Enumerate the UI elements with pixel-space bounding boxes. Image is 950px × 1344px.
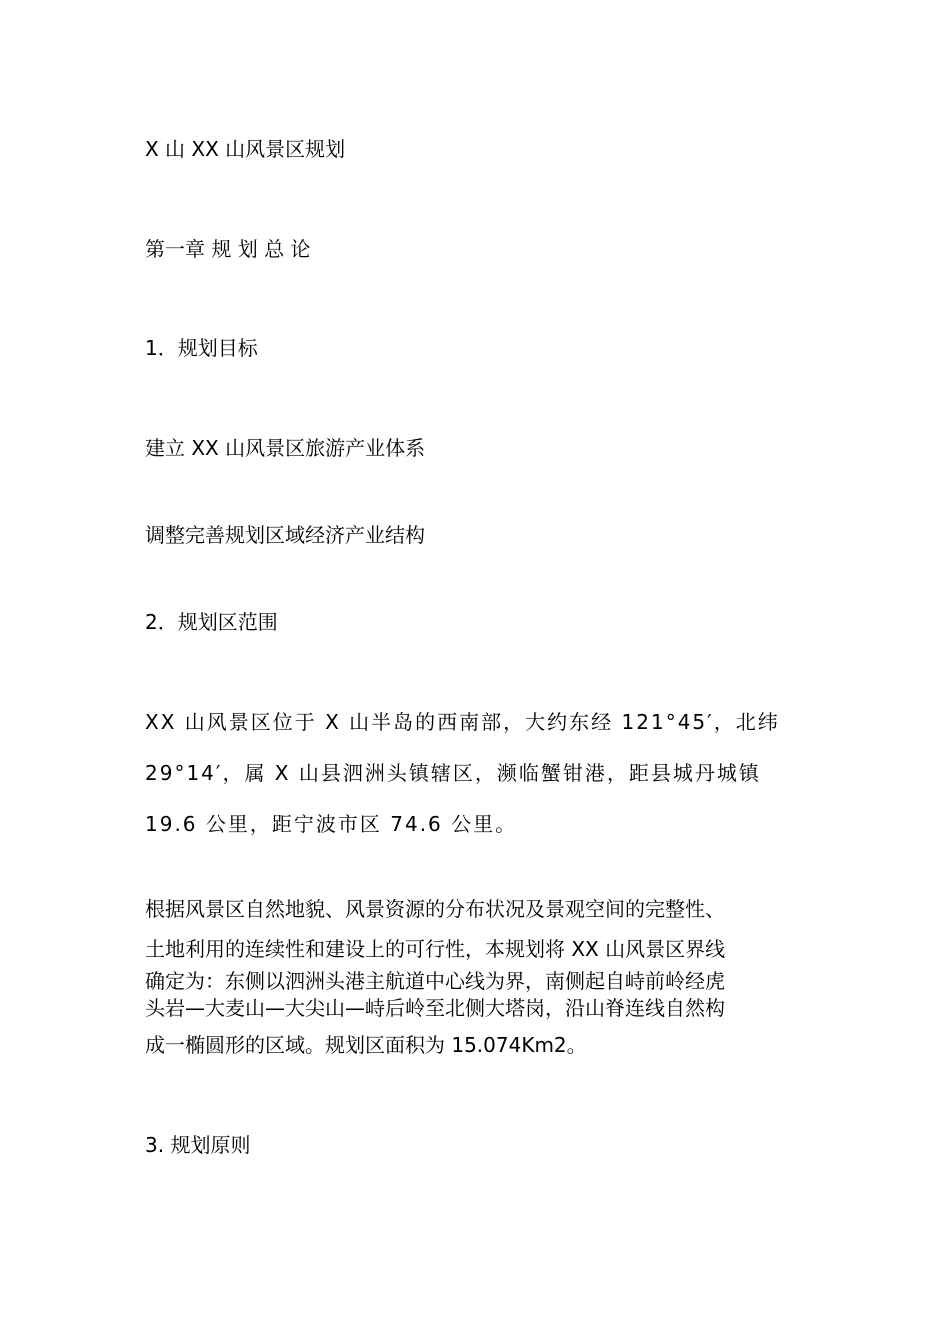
chapter-heading: 第一章 规 划 总 论 xyxy=(145,237,311,261)
paragraph-line: 确定为：东侧以泗洲头港主航道中心线为界，南侧起自峙前岭经虎 xyxy=(145,969,725,993)
section-1-heading: 1．规划目标 xyxy=(145,336,258,360)
section-2-heading: 2．规划区范围 xyxy=(145,610,278,634)
section-1-item-2: 调整完善规划区域经济产业结构 xyxy=(145,523,425,547)
paragraph-line: 根据风景区自然地貌、风景资源的分布状况及景观空间的完整性、 xyxy=(145,897,725,921)
paragraph-line: XX 山风景区位于 X 山半岛的西南部，大约东经 121°45′，北纬 xyxy=(145,710,780,734)
paragraph-line: 成一椭圆形的区域。规划区面积为 15.074Km2。 xyxy=(145,1033,587,1057)
paragraph-line: 头岩—大麦山—大尖山—峙后岭至北侧大塔岗，沿山脊连线自然构 xyxy=(145,996,725,1020)
document-title: X 山 XX 山风景区规划 xyxy=(145,137,346,161)
section-2-paragraph-1 xyxy=(145,708,810,838)
paragraph-line: 29°14′，属 X 山县泗洲头镇辖区，濒临蟹钳港，距县城丹城镇 xyxy=(145,761,761,785)
section-3-heading: 3. 规划原则 xyxy=(145,1133,251,1157)
paragraph-line: 19.6 公里，距宁波市区 74.6 公里。 xyxy=(145,812,518,836)
section-1-item-1: 建立 XX 山风景区旅游产业体系 xyxy=(145,436,426,460)
section-2-paragraph-2 xyxy=(145,895,810,1059)
paragraph-line: 土地利用的连续性和建设上的可行性，本规划将 XX 山风景区界线 xyxy=(145,937,726,961)
